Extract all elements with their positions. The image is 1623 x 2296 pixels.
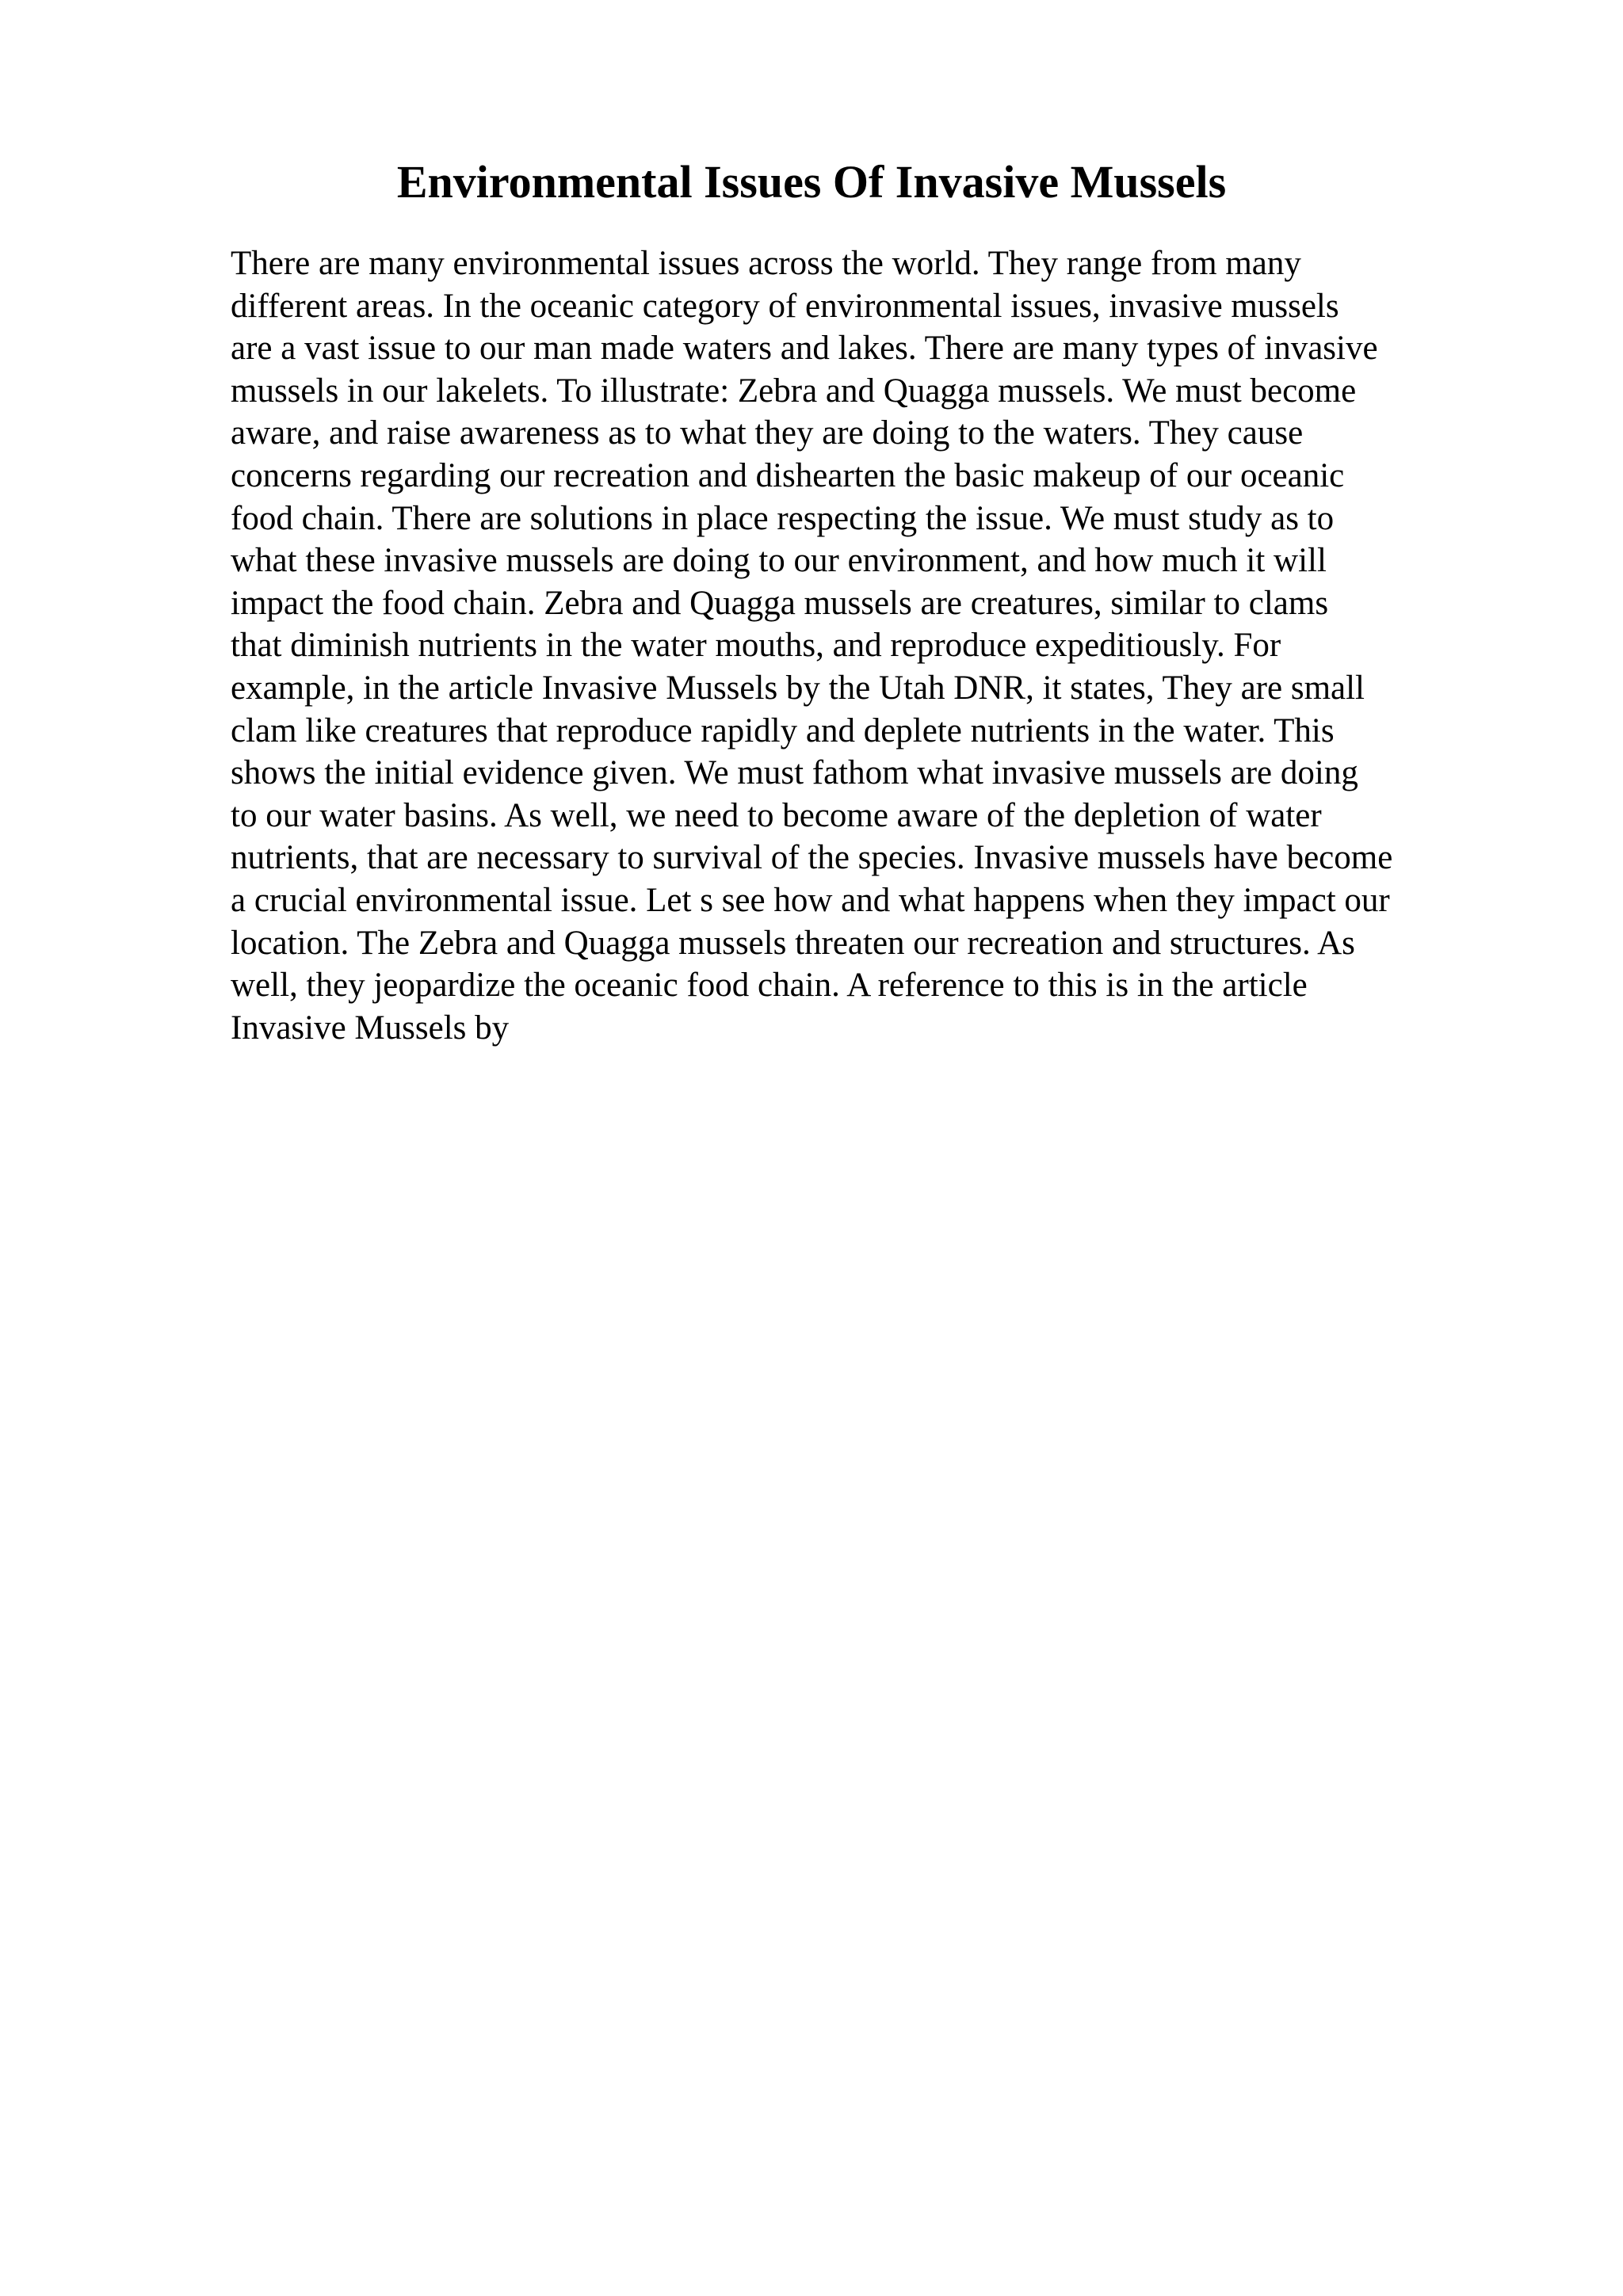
body-line: aware, and raise awareness as to what they are doing to the waters. They cause bbox=[231, 414, 1304, 452]
body-line: to our water basins. As well, we need to become aware of the depletion of water bbox=[231, 796, 1322, 834]
body-line: clam like creatures that reproduce rapidly and deplete nutrients in the water. This bbox=[231, 711, 1335, 749]
body-line: well, they jeopardize the oceanic food chain. A reference to this is in the article bbox=[231, 967, 1308, 1005]
body-line: what these invasive mussels are doing to our environment, and how much it will bbox=[231, 542, 1327, 580]
body-line: example, in the article Invasive Mussels by the Utah DNR, it states, They are small bbox=[231, 669, 1365, 707]
body-line: different areas. In the oceanic category of environmental issues, invasive mussels bbox=[231, 287, 1339, 325]
body-line: mussels in our lakelets. To illustrate: Zebra and Quagga mussels. We must become bbox=[231, 372, 1357, 410]
body-line: shows the initial evidence given. We must fathom what invasive mussels are doing bbox=[231, 754, 1358, 792]
document-body bbox=[231, 242, 1499, 1049]
body-line: a crucial environmental issue. Let s see how and what happens when they impact our bbox=[231, 881, 1390, 919]
body-line: impact the food chain. Zebra and Quagga mussels are creatures, similar to clams bbox=[231, 584, 1329, 622]
body-line: concerns regarding our recreation and dishearten the basic makeup of our oceanic bbox=[231, 456, 1345, 494]
body-line: nutrients, that are necessary to survival of the species. Invasive mussels have become bbox=[231, 839, 1393, 877]
body-line: There are many environmental issues across the world. They range from many bbox=[231, 245, 1301, 282]
body-line: Invasive Mussels by bbox=[231, 1009, 510, 1047]
body-line: that diminish nutrients in the water mouths, and reproduce expeditiously. For bbox=[231, 627, 1281, 665]
body-line: food chain. There are solutions in place respecting the issue. We must study as to bbox=[231, 499, 1335, 537]
body-line: location. The Zebra and Quagga mussels threaten our recreation and structures. As bbox=[231, 924, 1355, 962]
document-title: Environmental Issues Of Invasive Mussels bbox=[396, 156, 1227, 208]
body-line: are a vast issue to our man made waters and lakes. There are many types of invasive bbox=[231, 330, 1378, 368]
